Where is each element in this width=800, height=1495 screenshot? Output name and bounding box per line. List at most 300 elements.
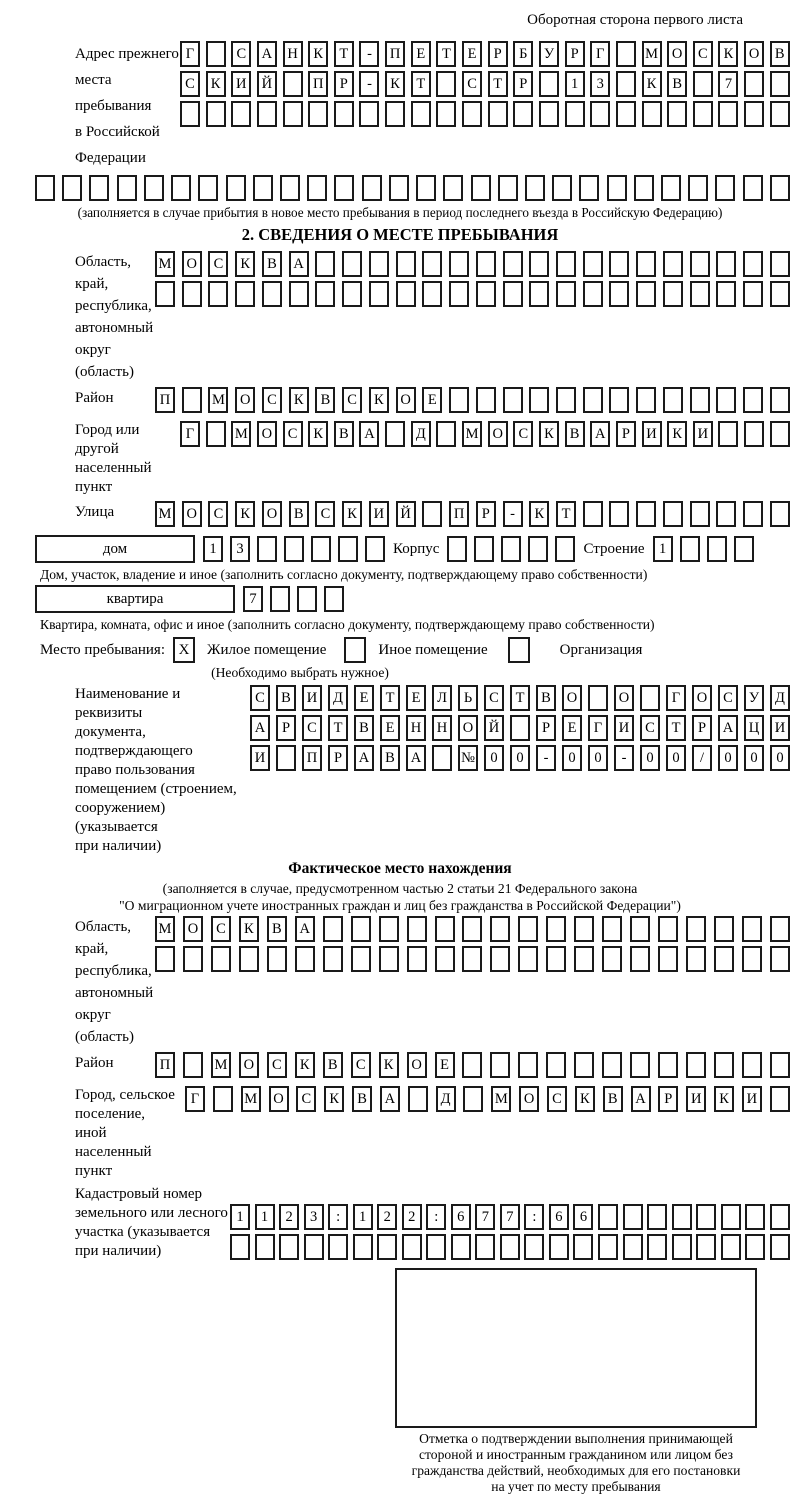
char-cell[interactable] — [770, 916, 790, 942]
char-cell[interactable]: Д — [436, 1086, 456, 1112]
char-cell[interactable]: Е — [422, 387, 442, 413]
char-cell[interactable]: У — [744, 685, 764, 711]
char-cell[interactable] — [284, 536, 304, 562]
char-cell[interactable] — [574, 916, 594, 942]
char-cell[interactable] — [524, 1234, 544, 1260]
char-cell[interactable] — [213, 1086, 233, 1112]
char-cell[interactable] — [616, 41, 636, 67]
zhiloe-checkbox[interactable]: X — [173, 637, 195, 663]
char-cell[interactable] — [716, 251, 736, 277]
char-cell[interactable]: И — [231, 71, 251, 97]
kvartira-box[interactable]: квартира — [35, 585, 235, 613]
char-cell[interactable] — [279, 1234, 299, 1260]
char-cell[interactable] — [770, 101, 790, 127]
char-cell[interactable] — [556, 251, 576, 277]
char-cell[interactable] — [182, 281, 202, 307]
char-cell[interactable] — [546, 916, 566, 942]
char-cell[interactable] — [436, 71, 456, 97]
char-cell[interactable]: П — [155, 387, 175, 413]
char-cell[interactable]: П — [302, 745, 322, 771]
char-cell[interactable]: В — [667, 71, 687, 97]
char-cell[interactable] — [696, 1234, 716, 1260]
char-cell[interactable] — [686, 946, 706, 972]
char-cell[interactable]: И — [742, 1086, 762, 1112]
char-cell[interactable] — [262, 281, 282, 307]
char-cell[interactable] — [658, 946, 678, 972]
char-cell[interactable]: К — [324, 1086, 344, 1112]
char-cell[interactable]: Р — [658, 1086, 678, 1112]
char-cell[interactable]: С — [484, 685, 504, 711]
char-cell[interactable] — [257, 101, 277, 127]
char-cell[interactable]: В — [603, 1086, 623, 1112]
char-cell[interactable] — [721, 1234, 741, 1260]
char-cell[interactable]: Г — [185, 1086, 205, 1112]
char-cell[interactable]: 2 — [377, 1204, 397, 1230]
char-cell[interactable] — [630, 946, 650, 972]
char-cell[interactable]: 1 — [230, 1204, 250, 1230]
char-cell[interactable] — [658, 916, 678, 942]
char-cell[interactable]: 3 — [590, 71, 610, 97]
char-cell[interactable] — [690, 501, 710, 527]
char-cell[interactable]: О — [667, 41, 687, 67]
char-cell[interactable] — [239, 946, 259, 972]
char-cell[interactable] — [607, 175, 627, 201]
char-cell[interactable]: К — [575, 1086, 595, 1112]
char-cell[interactable]: О — [396, 387, 416, 413]
char-cell[interactable]: Р — [476, 501, 496, 527]
char-cell[interactable] — [546, 946, 566, 972]
char-cell[interactable] — [672, 1234, 692, 1260]
char-cell[interactable] — [422, 281, 442, 307]
char-cell[interactable] — [602, 916, 622, 942]
char-cell[interactable] — [742, 946, 762, 972]
char-cell[interactable]: К — [379, 1052, 399, 1078]
char-cell[interactable]: Н — [406, 715, 426, 741]
char-cell[interactable] — [490, 1052, 510, 1078]
char-cell[interactable]: А — [354, 745, 374, 771]
char-cell[interactable] — [696, 1204, 716, 1230]
char-cell[interactable]: - — [536, 745, 556, 771]
char-cell[interactable] — [579, 175, 599, 201]
char-cell[interactable] — [630, 916, 650, 942]
char-cell[interactable] — [715, 175, 735, 201]
char-cell[interactable] — [362, 175, 382, 201]
char-cell[interactable] — [422, 501, 442, 527]
char-cell[interactable]: О — [257, 421, 277, 447]
char-cell[interactable]: 0 — [666, 745, 686, 771]
char-cell[interactable] — [672, 1204, 692, 1230]
char-cell[interactable] — [334, 101, 354, 127]
char-cell[interactable] — [623, 1234, 643, 1260]
char-cell[interactable] — [721, 1204, 741, 1230]
char-cell[interactable]: О — [562, 685, 582, 711]
char-cell[interactable]: В — [323, 1052, 343, 1078]
char-cell[interactable] — [636, 281, 656, 307]
char-cell[interactable] — [490, 916, 510, 942]
char-cell[interactable] — [257, 536, 277, 562]
char-cell[interactable]: И — [686, 1086, 706, 1112]
char-cell[interactable]: К — [308, 41, 328, 67]
char-cell[interactable]: С — [211, 916, 231, 942]
char-cell[interactable]: И — [770, 715, 790, 741]
char-cell[interactable] — [351, 946, 371, 972]
char-cell[interactable] — [323, 946, 343, 972]
char-cell[interactable]: О — [183, 916, 203, 942]
char-cell[interactable] — [155, 946, 175, 972]
char-cell[interactable] — [208, 281, 228, 307]
char-cell[interactable] — [449, 387, 469, 413]
char-cell[interactable]: С — [262, 387, 282, 413]
char-cell[interactable]: П — [155, 1052, 175, 1078]
char-cell[interactable] — [503, 387, 523, 413]
char-cell[interactable]: Б — [513, 41, 533, 67]
char-cell[interactable]: Р — [513, 71, 533, 97]
char-cell[interactable] — [475, 1234, 495, 1260]
char-cell[interactable]: : — [524, 1204, 544, 1230]
char-cell[interactable]: С — [693, 41, 713, 67]
char-cell[interactable] — [369, 251, 389, 277]
char-cell[interactable]: К — [295, 1052, 315, 1078]
char-cell[interactable] — [155, 281, 175, 307]
char-cell[interactable]: М — [208, 387, 228, 413]
char-cell[interactable] — [661, 175, 681, 201]
char-cell[interactable] — [304, 1234, 324, 1260]
char-cell[interactable]: К — [369, 387, 389, 413]
char-cell[interactable]: И — [693, 421, 713, 447]
char-cell[interactable] — [539, 71, 559, 97]
char-cell[interactable]: Р — [536, 715, 556, 741]
char-cell[interactable]: Л — [432, 685, 452, 711]
char-cell[interactable] — [609, 501, 629, 527]
char-cell[interactable] — [295, 946, 315, 972]
char-cell[interactable]: В — [334, 421, 354, 447]
char-cell[interactable] — [402, 1234, 422, 1260]
char-cell[interactable]: С — [208, 501, 228, 527]
char-cell[interactable] — [449, 281, 469, 307]
char-cell[interactable] — [529, 281, 549, 307]
char-cell[interactable] — [443, 175, 463, 201]
char-cell[interactable] — [144, 175, 164, 201]
char-cell[interactable]: 7 — [243, 586, 263, 612]
char-cell[interactable] — [89, 175, 109, 201]
char-cell[interactable] — [351, 916, 371, 942]
char-cell[interactable]: В — [276, 685, 296, 711]
char-cell[interactable]: Й — [257, 71, 277, 97]
char-cell[interactable] — [513, 101, 533, 127]
char-cell[interactable] — [407, 946, 427, 972]
char-cell[interactable]: 0 — [588, 745, 608, 771]
char-cell[interactable] — [770, 175, 790, 201]
char-cell[interactable]: М — [155, 916, 175, 942]
char-cell[interactable] — [707, 536, 727, 562]
char-cell[interactable]: 3 — [304, 1204, 324, 1230]
char-cell[interactable] — [407, 916, 427, 942]
char-cell[interactable] — [311, 536, 331, 562]
char-cell[interactable]: Г — [588, 715, 608, 741]
char-cell[interactable]: Т — [556, 501, 576, 527]
char-cell[interactable] — [462, 1052, 482, 1078]
char-cell[interactable] — [590, 101, 610, 127]
char-cell[interactable]: К — [308, 421, 328, 447]
confirmation-stamp-box[interactable] — [395, 1268, 757, 1428]
char-cell[interactable]: М — [462, 421, 482, 447]
char-cell[interactable] — [503, 281, 523, 307]
char-cell[interactable] — [770, 1052, 790, 1078]
char-cell[interactable]: : — [426, 1204, 446, 1230]
char-cell[interactable] — [253, 175, 273, 201]
char-cell[interactable]: О — [182, 501, 202, 527]
char-cell[interactable]: В — [289, 501, 309, 527]
char-cell[interactable] — [476, 281, 496, 307]
char-cell[interactable] — [449, 251, 469, 277]
char-cell[interactable] — [396, 281, 416, 307]
char-cell[interactable]: К — [529, 501, 549, 527]
char-cell[interactable] — [616, 71, 636, 97]
char-cell[interactable] — [574, 946, 594, 972]
char-cell[interactable] — [338, 536, 358, 562]
char-cell[interactable] — [716, 501, 736, 527]
char-cell[interactable] — [714, 916, 734, 942]
char-cell[interactable] — [379, 916, 399, 942]
char-cell[interactable] — [647, 1204, 667, 1230]
char-cell[interactable] — [462, 101, 482, 127]
char-cell[interactable] — [667, 101, 687, 127]
char-cell[interactable] — [602, 946, 622, 972]
char-cell[interactable] — [315, 251, 335, 277]
char-cell[interactable]: Т — [411, 71, 431, 97]
char-cell[interactable]: Р — [616, 421, 636, 447]
char-cell[interactable] — [609, 281, 629, 307]
char-cell[interactable] — [743, 501, 763, 527]
char-cell[interactable]: В — [354, 715, 374, 741]
char-cell[interactable] — [35, 175, 55, 201]
char-cell[interactable]: Д — [770, 685, 790, 711]
char-cell[interactable]: К — [718, 41, 738, 67]
char-cell[interactable]: М — [155, 251, 175, 277]
char-cell[interactable] — [280, 175, 300, 201]
char-cell[interactable] — [663, 387, 683, 413]
char-cell[interactable]: 0 — [744, 745, 764, 771]
char-cell[interactable]: В — [315, 387, 335, 413]
char-cell[interactable]: О — [239, 1052, 259, 1078]
char-cell[interactable]: Р — [276, 715, 296, 741]
char-cell[interactable] — [315, 281, 335, 307]
char-cell[interactable] — [411, 101, 431, 127]
char-cell[interactable]: М — [211, 1052, 231, 1078]
char-cell[interactable]: 0 — [484, 745, 504, 771]
char-cell[interactable]: Р — [692, 715, 712, 741]
char-cell[interactable] — [770, 421, 790, 447]
char-cell[interactable] — [435, 946, 455, 972]
char-cell[interactable] — [680, 536, 700, 562]
char-cell[interactable]: Е — [411, 41, 431, 67]
char-cell[interactable] — [226, 175, 246, 201]
char-cell[interactable] — [476, 251, 496, 277]
char-cell[interactable] — [230, 1234, 250, 1260]
char-cell[interactable]: С — [315, 501, 335, 527]
char-cell[interactable] — [180, 101, 200, 127]
char-cell[interactable] — [518, 916, 538, 942]
char-cell[interactable]: О — [519, 1086, 539, 1112]
char-cell[interactable]: И — [369, 501, 389, 527]
char-cell[interactable]: Р — [334, 71, 354, 97]
char-cell[interactable] — [770, 387, 790, 413]
char-cell[interactable] — [500, 1234, 520, 1260]
char-cell[interactable] — [693, 101, 713, 127]
char-cell[interactable] — [359, 101, 379, 127]
char-cell[interactable] — [518, 1052, 538, 1078]
char-cell[interactable] — [353, 1234, 373, 1260]
char-cell[interactable]: Е — [406, 685, 426, 711]
char-cell[interactable] — [556, 281, 576, 307]
char-cell[interactable]: Т — [510, 685, 530, 711]
char-cell[interactable] — [630, 1052, 650, 1078]
char-cell[interactable] — [744, 421, 764, 447]
char-cell[interactable] — [490, 946, 510, 972]
char-cell[interactable]: К — [642, 71, 662, 97]
char-cell[interactable] — [588, 685, 608, 711]
char-cell[interactable]: Т — [334, 41, 354, 67]
char-cell[interactable] — [396, 251, 416, 277]
char-cell[interactable] — [283, 71, 303, 97]
char-cell[interactable]: С — [351, 1052, 371, 1078]
char-cell[interactable]: Ц — [744, 715, 764, 741]
char-cell[interactable]: С — [302, 715, 322, 741]
char-cell[interactable] — [555, 536, 575, 562]
char-cell[interactable]: К — [235, 251, 255, 277]
char-cell[interactable] — [686, 1052, 706, 1078]
char-cell[interactable] — [565, 101, 585, 127]
char-cell[interactable] — [583, 387, 603, 413]
char-cell[interactable]: М — [231, 421, 251, 447]
char-cell[interactable] — [598, 1204, 618, 1230]
char-cell[interactable]: 1 — [353, 1204, 373, 1230]
char-cell[interactable]: : — [328, 1204, 348, 1230]
char-cell[interactable] — [276, 745, 296, 771]
char-cell[interactable] — [636, 251, 656, 277]
char-cell[interactable] — [742, 1052, 762, 1078]
char-cell[interactable] — [206, 101, 226, 127]
char-cell[interactable]: В — [380, 745, 400, 771]
char-cell[interactable] — [744, 101, 764, 127]
char-cell[interactable]: 2 — [402, 1204, 422, 1230]
char-cell[interactable] — [369, 281, 389, 307]
char-cell[interactable] — [640, 685, 660, 711]
char-cell[interactable]: 0 — [640, 745, 660, 771]
organizatsiya-checkbox[interactable] — [508, 637, 530, 663]
char-cell[interactable]: 0 — [562, 745, 582, 771]
char-cell[interactable]: 0 — [510, 745, 530, 771]
char-cell[interactable] — [308, 101, 328, 127]
char-cell[interactable]: Е — [462, 41, 482, 67]
char-cell[interactable] — [183, 946, 203, 972]
char-cell[interactable]: 3 — [230, 536, 250, 562]
char-cell[interactable]: Г — [666, 685, 686, 711]
char-cell[interactable]: О — [407, 1052, 427, 1078]
char-cell[interactable]: П — [385, 41, 405, 67]
char-cell[interactable] — [770, 1204, 790, 1230]
char-cell[interactable] — [211, 946, 231, 972]
char-cell[interactable]: 2 — [279, 1204, 299, 1230]
char-cell[interactable] — [770, 1234, 790, 1260]
char-cell[interactable]: О — [744, 41, 764, 67]
char-cell[interactable] — [583, 251, 603, 277]
char-cell[interactable]: 1 — [565, 71, 585, 97]
char-cell[interactable]: 0 — [718, 745, 738, 771]
char-cell[interactable]: Т — [488, 71, 508, 97]
char-cell[interactable]: С — [267, 1052, 287, 1078]
char-cell[interactable] — [742, 916, 762, 942]
char-cell[interactable] — [255, 1234, 275, 1260]
dom-box[interactable]: дом — [35, 535, 195, 563]
char-cell[interactable] — [198, 175, 218, 201]
char-cell[interactable]: / — [692, 745, 712, 771]
char-cell[interactable]: Р — [488, 41, 508, 67]
char-cell[interactable] — [718, 421, 738, 447]
char-cell[interactable]: О — [614, 685, 634, 711]
char-cell[interactable] — [474, 536, 494, 562]
char-cell[interactable]: С — [513, 421, 533, 447]
char-cell[interactable]: И — [614, 715, 634, 741]
char-cell[interactable]: К — [206, 71, 226, 97]
char-cell[interactable]: О — [488, 421, 508, 447]
char-cell[interactable] — [501, 536, 521, 562]
char-cell[interactable] — [623, 1204, 643, 1230]
char-cell[interactable]: 7 — [718, 71, 738, 97]
char-cell[interactable] — [743, 175, 763, 201]
char-cell[interactable] — [609, 251, 629, 277]
char-cell[interactable] — [422, 251, 442, 277]
char-cell[interactable] — [323, 916, 343, 942]
char-cell[interactable]: Е — [435, 1052, 455, 1078]
char-cell[interactable] — [539, 101, 559, 127]
char-cell[interactable] — [283, 101, 303, 127]
char-cell[interactable]: М — [241, 1086, 261, 1112]
char-cell[interactable]: В — [770, 41, 790, 67]
char-cell[interactable] — [693, 71, 713, 97]
char-cell[interactable] — [270, 586, 290, 612]
char-cell[interactable]: С — [547, 1086, 567, 1112]
char-cell[interactable]: А — [289, 251, 309, 277]
char-cell[interactable]: Т — [380, 685, 400, 711]
char-cell[interactable]: А — [257, 41, 277, 67]
char-cell[interactable]: Д — [411, 421, 431, 447]
char-cell[interactable] — [62, 175, 82, 201]
char-cell[interactable]: 7 — [500, 1204, 520, 1230]
char-cell[interactable]: С — [462, 71, 482, 97]
char-cell[interactable] — [552, 175, 572, 201]
char-cell[interactable] — [416, 175, 436, 201]
char-cell[interactable] — [379, 946, 399, 972]
char-cell[interactable]: О — [458, 715, 478, 741]
char-cell[interactable]: В — [267, 916, 287, 942]
char-cell[interactable]: М — [155, 501, 175, 527]
char-cell[interactable] — [206, 41, 226, 67]
char-cell[interactable] — [686, 916, 706, 942]
char-cell[interactable]: Т — [436, 41, 456, 67]
char-cell[interactable]: Е — [380, 715, 400, 741]
char-cell[interactable] — [663, 281, 683, 307]
char-cell[interactable] — [734, 536, 754, 562]
char-cell[interactable]: В — [262, 251, 282, 277]
char-cell[interactable] — [451, 1234, 471, 1260]
char-cell[interactable]: И — [250, 745, 270, 771]
char-cell[interactable] — [389, 175, 409, 201]
char-cell[interactable]: К — [342, 501, 362, 527]
char-cell[interactable] — [546, 1052, 566, 1078]
char-cell[interactable]: Й — [484, 715, 504, 741]
char-cell[interactable]: С — [296, 1086, 316, 1112]
